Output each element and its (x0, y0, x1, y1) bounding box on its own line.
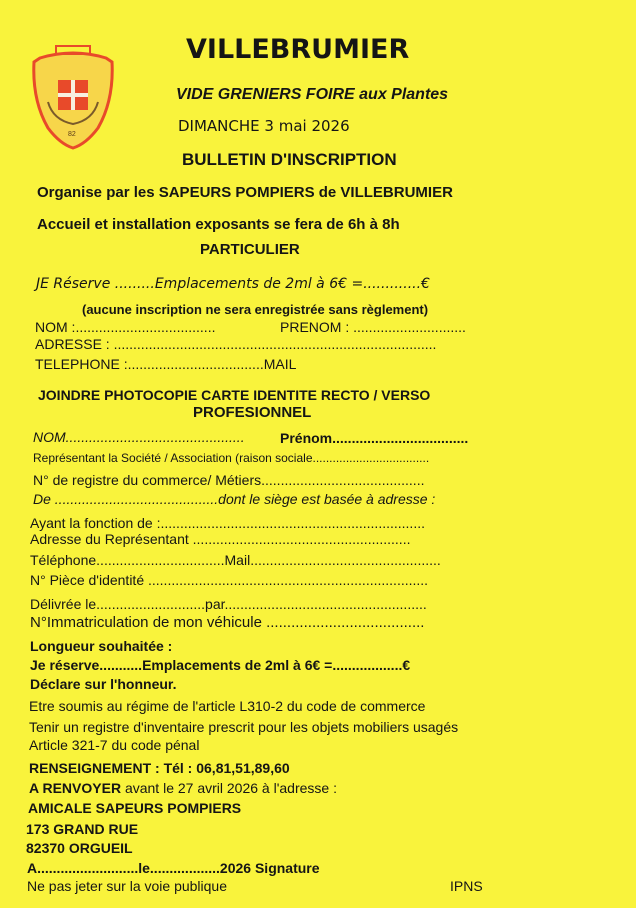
return-city: 82370 ORGUEIL (26, 840, 133, 856)
particulier-adresse-field[interactable]: ADRESSE : ................................................................................... (35, 336, 437, 352)
pro-telephone-mail-field[interactable]: Téléphone.................................Mail................................................. (30, 552, 441, 568)
villebrumier-coat-of-arms-logo (28, 40, 118, 150)
event-subtitle: VIDE GRENIERS FOIRE aux Plantes (176, 86, 449, 103)
form-title: BULLETIN D'INSCRIPTION (182, 150, 397, 169)
pro-representant-field[interactable]: Représentant la Société / Association (raison sociale................................... (33, 451, 430, 465)
return-deadline (29, 781, 337, 795)
payment-warning: (aucune inscription ne sera enregistrée sans règlement) (82, 302, 429, 317)
reception-hours: Accueil et installation exposants se fera de 6h à 8h (37, 216, 400, 233)
organizer: Organise par les SAPEURS POMPIERS de VILLEBRUMIER (37, 184, 453, 201)
ipns-mark: IPNS (450, 878, 483, 894)
pro-registre-field[interactable]: N° de registre du commerce/ Métiers.......................................... (33, 472, 425, 488)
section-professionnel: PROFESIONNEL (193, 404, 312, 421)
return-street: 173 GRAND RUE (26, 821, 139, 837)
logo-text: 82 (68, 131, 76, 138)
pro-piece-identite-field[interactable]: N° Pièce d'identité ........................................................................ (30, 572, 429, 588)
pro-adresse-representant-field[interactable]: Adresse du Représentant ........................................................ (30, 531, 411, 547)
pro-reserve-line[interactable]: Je réserve...........Emplacements de 2ml à 6€ =..................€ (30, 657, 411, 673)
declaration-regime: Etre soumis au régime de l'article L310-2 du code de commerce (29, 698, 426, 714)
declaration-registre: Tenir un registre d'inventaire prescrit pour les objets mobiliers usagés (29, 719, 459, 735)
declaration-article: Article 321-7 du code pénal (29, 737, 200, 753)
return-org: AMICALE SAPEURS POMPIERS (28, 800, 242, 816)
pro-prenom-field[interactable]: Prénom................................... (280, 430, 469, 446)
signature-line[interactable]: A..........................le..................2026 Signature (27, 860, 320, 876)
particulier-nom-field[interactable]: NOM :.................................... (35, 319, 216, 335)
pro-delivree-field[interactable]: Délivrée le............................par.................................................... (30, 596, 427, 612)
section-particulier: PARTICULIER (200, 241, 300, 258)
town-title: VILLEBRUMIER (186, 34, 410, 65)
particulier-telephone-mail-field[interactable]: TELEPHONE :...................................MAIL (35, 356, 297, 372)
longueur-label: Longueur souhaitée : (30, 638, 173, 654)
particulier-prenom-field[interactable]: PRENOM : ............................. (280, 319, 466, 335)
contact-phone: RENSEIGNEMENT : Tél : 06,81,51,89,60 (29, 760, 290, 776)
pro-immatriculation-field[interactable]: N°Immatriculation de mon véhicule ...................................... (30, 614, 425, 631)
pro-siege-field[interactable]: De ..........................................dont le siège est basée à adresse : (33, 491, 436, 507)
declaration-heading: Déclare sur l'honneur. (30, 676, 177, 692)
id-copy-notice: JOINDRE PHOTOCOPIE CARTE IDENTITE RECTO / VERSO (38, 387, 431, 403)
return-date: avant le 27 avril 2026 à l'adresse : (121, 780, 337, 796)
event-date: DIMANCHE 3 mai 2026 (178, 117, 350, 135)
return-label: A RENVOYER (29, 780, 122, 796)
pro-fonction-field[interactable]: Ayant la fonction de :.................................................................... (30, 515, 425, 531)
particulier-reserve-line[interactable]: JE Réserve .........Emplacements de 2ml à 6€ =.............€ (36, 276, 430, 292)
disposal-notice: Ne pas jeter sur la voie publique (27, 878, 228, 894)
pro-nom-field[interactable]: NOM.............................................. (33, 429, 245, 445)
